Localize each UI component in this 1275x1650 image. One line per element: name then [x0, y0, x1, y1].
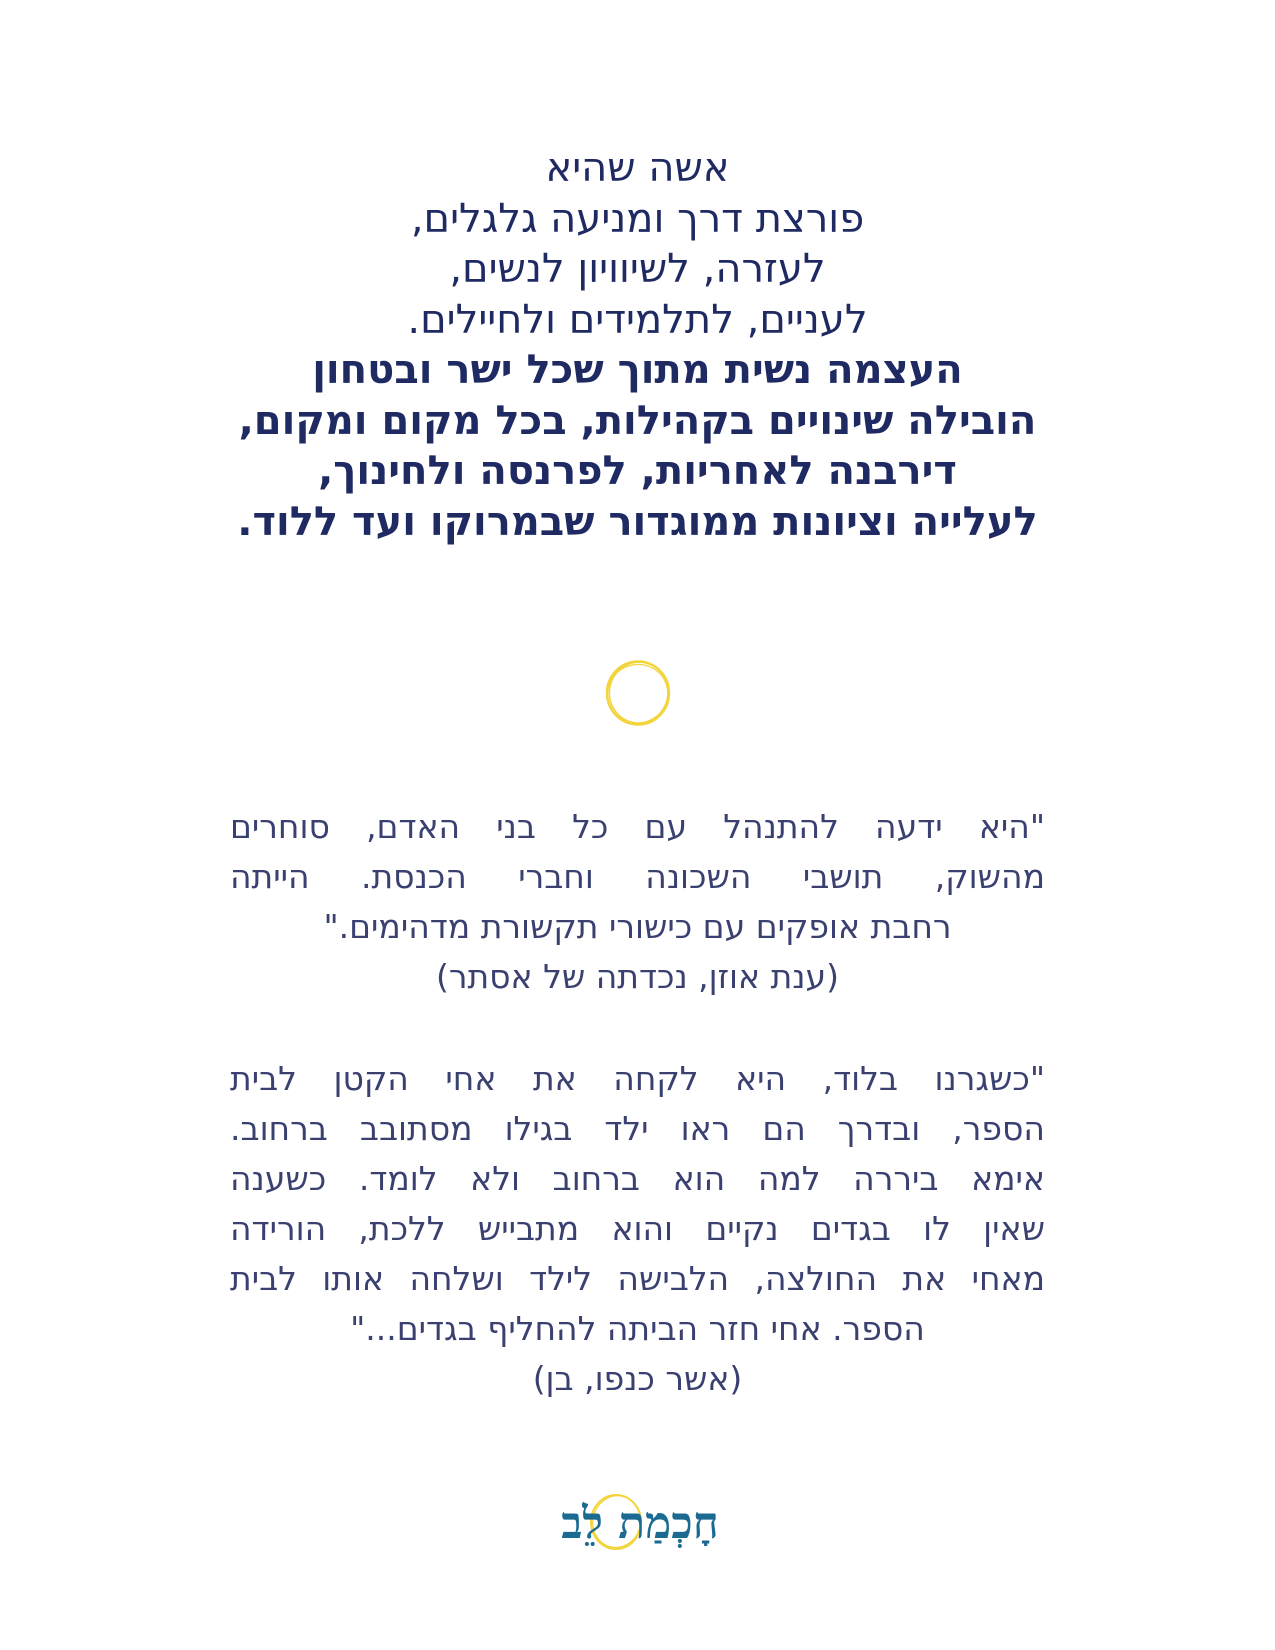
quote-block: [230, 802, 1045, 1002]
quote-line: "היא ידעה להתנהל עם כל בני האדם, סוחרים: [230, 807, 1045, 846]
quote-line: שאין לו בגדים נקיים והוא מתבייש ללכת, הורידה: [230, 1209, 1045, 1248]
circle-ring-icon: [600, 655, 676, 731]
headline-line: לעניים, לתלמידים ולחיילים.: [407, 296, 868, 343]
logo: [555, 1488, 725, 1568]
quote-block: [230, 1054, 1045, 1404]
logo-text: חָכְמַת לֵב: [561, 1498, 719, 1549]
quote-line: מאחי את החולצה, הלבישה לילד ושלחה אותו לבית: [230, 1259, 1045, 1298]
headline-line: אשה שהיא: [545, 145, 730, 191]
headline-line: לעזרה, לשיוויון לנשים,: [449, 246, 826, 292]
headline-line: דירבנה לאחריות, לפרנסה ולחינוך,: [318, 448, 957, 494]
quote-line: מהשוק, תושבי השכונה וחברי הכנסת. הייתה: [230, 857, 1045, 896]
headline: [150, 143, 1125, 547]
headline-line: העצמה נשית מתוך שכל ישר ובטחון: [312, 347, 963, 393]
quote-line: אימא בירר​ה למה הוא ברחוב ולא לומד. כשענה: [230, 1159, 1045, 1198]
quote-attribution: (ענת אוזן, נכדתה של אסתר): [435, 957, 840, 996]
quote-line: הספר, ובדרך הם ראו ילד בגילו מסתובב ברחוב.: [230, 1109, 1045, 1148]
quote-line: "כשגרנו בלוד, היא לקחה את אחי הקטן לבית: [230, 1059, 1045, 1098]
quote-attribution: (אשר כנפו, בן): [532, 1359, 743, 1398]
headline-line: לעלייה וציונות ממוגדור שבמרוקו ועד ללוד.: [237, 498, 1038, 545]
quote-line: רחבת אופקים עם כישורי תקשורת מדהימים.": [323, 907, 952, 946]
headline-line: פורצת דרך ומניעה גלגלים,: [410, 195, 865, 242]
headline-line: הובילה שינויים בקהילות, בכל מקום ומקום,: [238, 397, 1037, 444]
quote-line: הספר. אחי חזר הביתה להחליף בגדים...": [350, 1309, 925, 1348]
